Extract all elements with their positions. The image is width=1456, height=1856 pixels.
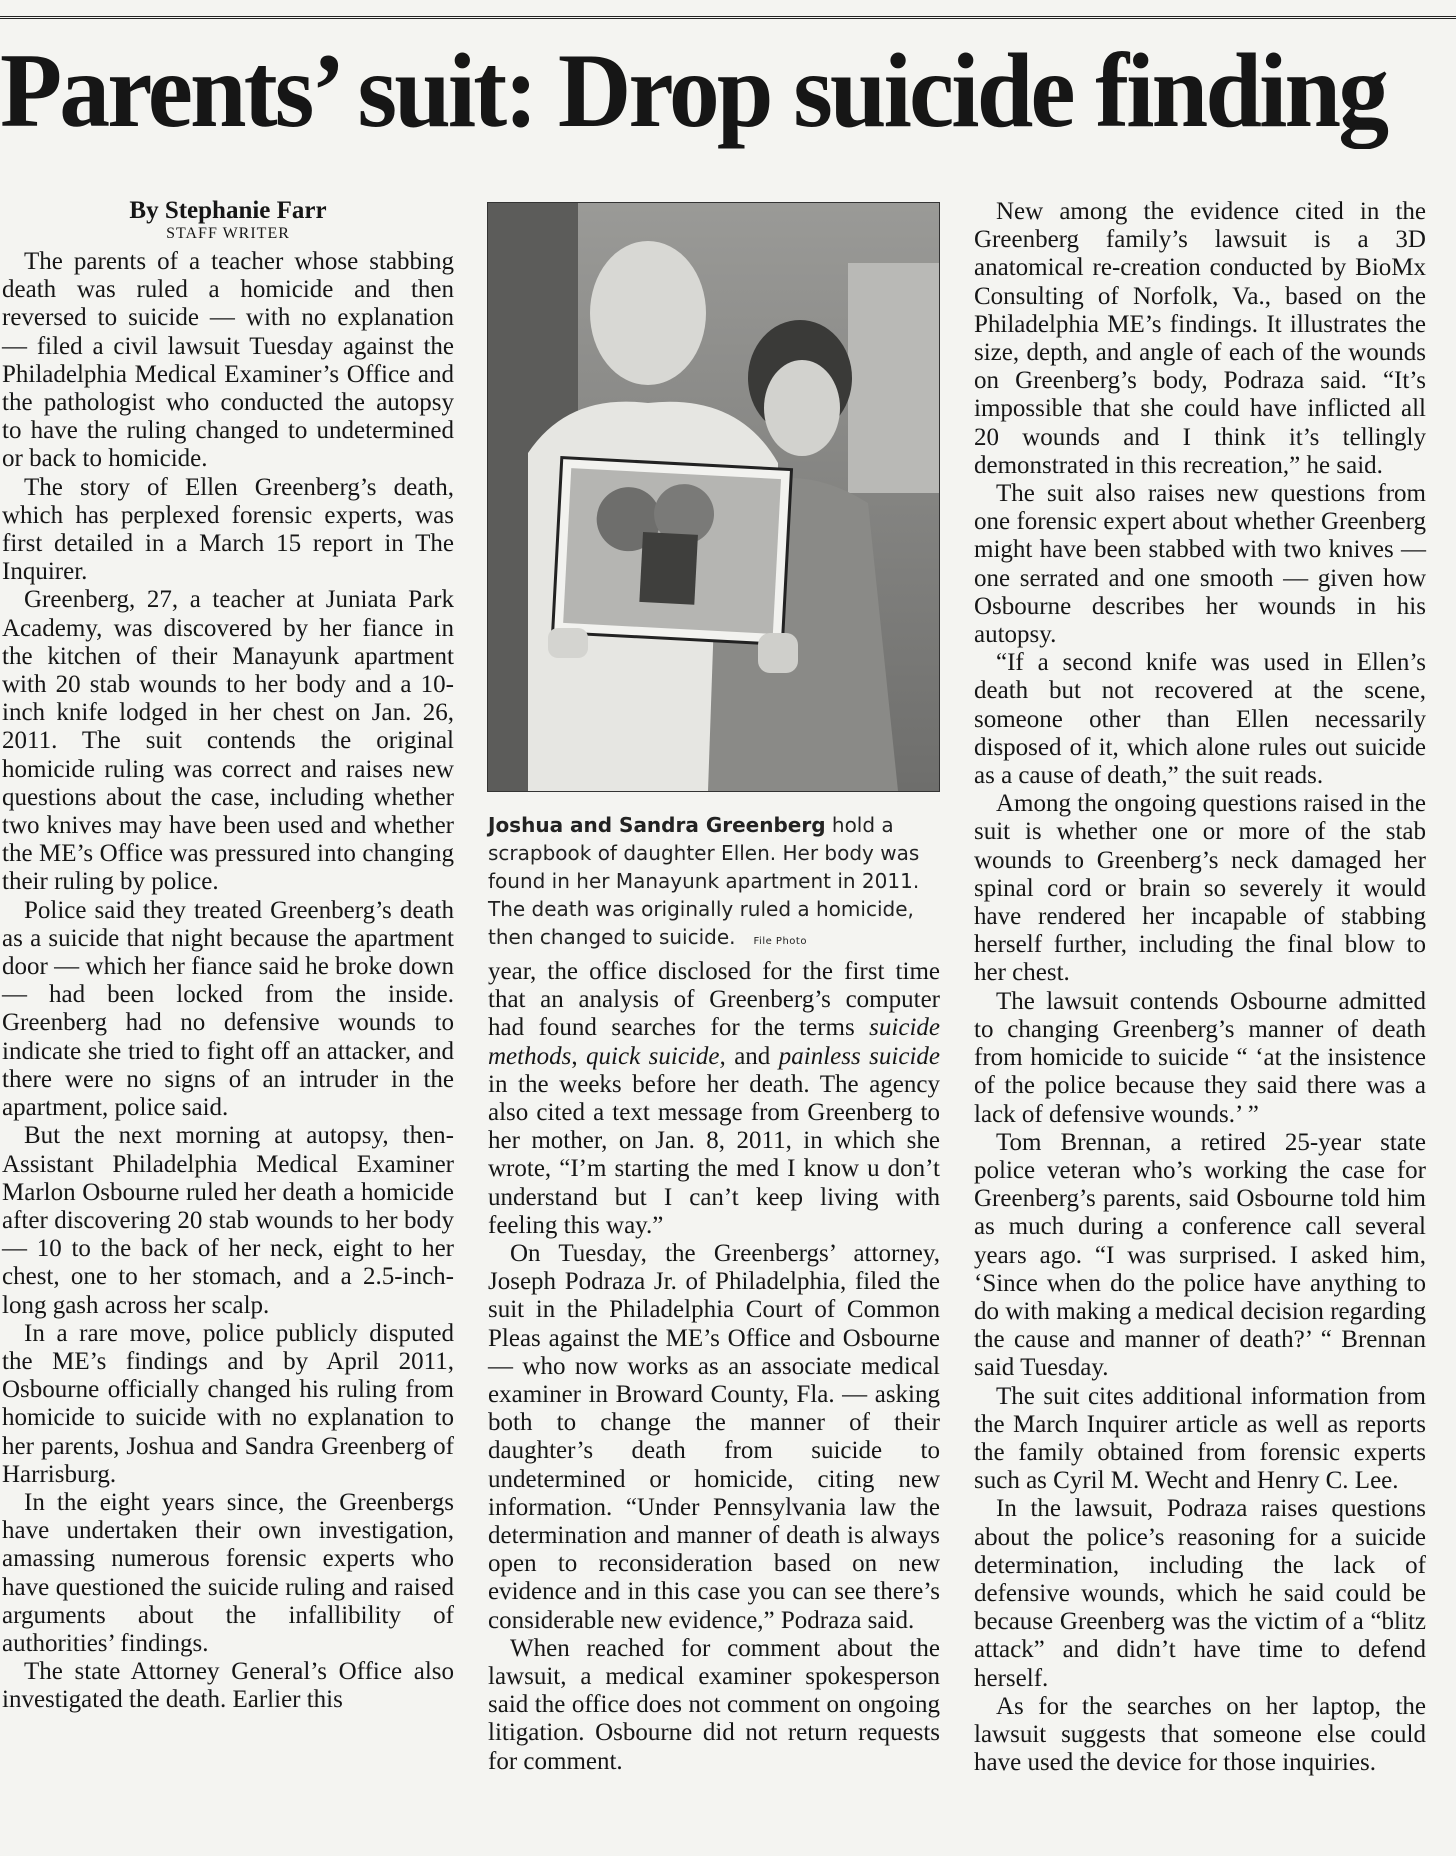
news-photo — [487, 202, 940, 792]
paragraph: Police said they treated Greenberg’s death as a suicide that night because the apartment door — which her fiance said he broke down — had been locked from the inside. Greenberg had no defensive wounds to indicate she tried to fight off an attacker, and there were no signs of an intruder in the apartment, police said. — [2, 896, 454, 1122]
photo-credit: File Photo — [753, 936, 807, 947]
paragraph: The state Attorney General’s Office also investigated the death. Earlier this — [2, 1658, 454, 1714]
paragraph: The parents of a teacher whose stabbing death was ruled a homicide and then reversed to suicide — with no explanation — filed a civil lawsuit Tuesday against the Philadelphia Medical Examiner’s Office and the pathologist who conducted the autopsy to have the ruling changed to undetermined or back to homicide. — [2, 248, 454, 473]
search-term: suicide methods — [488, 1014, 940, 1070]
paragraph: When reached for comment about the lawsuit, a medical examiner spokesperson said the office does not comment on ongoing litigation. Osbourne did not return requests for comment. — [488, 1634, 940, 1775]
paragraph — [488, 958, 940, 1240]
search-term: quick suicide, — [586, 1042, 726, 1070]
paragraph-text: in the weeks before her death. The agency also cited a text message from Greenberg to her mother, on Jan. 8, 2011, in which she wrote, “I’m starting the med I know u don’t understand but I can’t keep living with feeling this way.” — [488, 1070, 940, 1239]
byline — [2, 198, 454, 244]
paragraph: The story of Ellen Greenberg’s death, which has perplexed forensic experts, was first detailed in a March 15 report in The Inquirer. — [2, 473, 454, 586]
scrapbook — [553, 458, 792, 645]
separator: , — [571, 1042, 587, 1070]
paragraph: New among the evidence cited in the Greenberg family’s lawsuit is a 3D anatomical re-creation conducted by BioMx Consulting of Norfolk, Va., based on the Philadelphia ME’s findings. It illustrates the size, depth, and angle of each of the wounds on Greenberg’s body, Podraza said. “It’s impossible that she could have inflicted all 20 wounds and I think it’s tellingly demonstrated in this recreation,” he said. — [974, 198, 1426, 479]
byline-role: STAFF WRITER — [166, 225, 290, 242]
separator: and — [725, 1042, 779, 1070]
paragraph: The suit cites additional information from the March Inquirer article as well as reports the family obtained from forensic experts such as Cyril M. Wecht and Henry C. Lee. — [974, 1382, 1426, 1495]
photo-caption — [488, 811, 940, 956]
byline-name: By Stephanie Farr — [129, 197, 327, 224]
paragraph: On Tuesday, the Greenbergs’ attorney, Joseph Podraza Jr. of Philadelphia, filed the suit in the Philadelphia Court of Common Pleas against the ME’s Office and Osbourne — who now works as an associate medical examiner in Broward County, Fla. — asking both to change the manner of their daughter’s death from suicide to undetermined or homicide, citing new information. “Under Pennsylvania law the determination and manner of death is always open to reconsideration based on new evidence and in this case you can see there’s considerable new evidence,” Podraza said. — [488, 1240, 940, 1634]
photo-illustration — [488, 203, 939, 791]
article-column-3 — [974, 198, 1426, 1777]
man-head — [590, 241, 706, 385]
paragraph: Tom Brennan, a retired 25-year state police veteran who’s working the case for Greenberg’s parents, said Osbourne told him as much during a conference call several years ago. “I was surprised. I asked him, ‘Since when do the police have anything to do with making a medical decision regarding the cause and manner of death?’ “ Brennan said Tuesday. — [974, 1128, 1426, 1382]
paragraph-text: year, the office disclosed for the first time that an analysis of Greenberg’s computer had found searches for the terms — [488, 958, 940, 1042]
woman-face — [764, 360, 840, 456]
paragraph: The suit also raises new questions from one forensic expert about whether Greenberg might have been stabbed with two knives — one serrated and one smooth — given how Osbourne describes her wounds in his autopsy. — [974, 480, 1426, 649]
headline: Parents’ suit: Drop suicide finding — [0, 32, 1387, 149]
paragraph: As for the searches on her laptop, the lawsuit suggests that someone else could have used the device for those inquiries. — [974, 1692, 1426, 1777]
top-rule — [0, 16, 1456, 19]
search-term: painless suicide — [778, 1042, 940, 1070]
paragraph: “If a second knife was used in Ellen’s death but not recovered at the scene, someone other than Ellen necessarily disposed of it, which alone rules out suicide as a cause of death,” the suit reads. — [974, 649, 1426, 790]
article-column-1 — [2, 196, 454, 1715]
caption-names: Joshua and Sandra Greenberg — [488, 813, 826, 837]
paragraph: Among the ongoing questions raised in the suit is whether one or more of the stab wounds to Greenberg’s neck damaged her spinal cord or brain so severely it would have rendered her incapable of stabbing herself further, including the final blow to her chest. — [974, 790, 1426, 987]
paragraph: In the eight years since, the Greenbergs have undertaken their own investigation, amassing numerous forensic experts who have questioned the suicide ruling and raised arguments about the infallibility of authorities’ findings. — [2, 1488, 454, 1657]
paragraph: In the lawsuit, Podraza raises questions about the police’s reasoning for a suicide determination, including the lack of defensive wounds, which he said could be because Greenberg was the victim of a “blitz attack” and didn’t have time to defend herself. — [974, 1495, 1426, 1692]
article-column-2 — [488, 958, 940, 1776]
paragraph: But the next morning at autopsy, then-Assistant Philadelphia Medical Examiner Marlon Osbourne ruled her death a homicide after discovering 20 stab wounds to her body — 10 to the back of her neck, eight to her chest, one to her stomach, and a 2.5-inch-long gash across her scalp. — [2, 1122, 454, 1319]
paragraph: The lawsuit contends Osbourne admitted to changing Greenberg’s manner of death from homicide to suicide “ ‘at the insistence of the police because they said there was a lack of defensive wounds.’ ” — [974, 987, 1426, 1128]
caption-text: hold a scrapbook of daughter Ellen. Her body was found in her Manayunk apartment in 2011. The death was originally ruled a homicide, then changed to suicide. — [488, 813, 920, 949]
paragraph: In a rare move, police publicly disputed the ME’s findings and by April 2011, Osbourne officially changed his ruling from homicide to suicide with no explanation to her parents, Joshua and Sandra Greenberg of Harrisburg. — [2, 1319, 454, 1488]
paragraph: Greenberg, 27, a teacher at Juniata Park Academy, was discovered by her fiance in the kitchen of their Manayunk apartment with 20 stab wounds to her body and a 10-inch knife lodged in her chest on Jan. 26, 2011. The suit contends the original homicide ruling was correct and raises new questions about the case, including whether two knives may have been used and whether the ME’s Office was pressured into changing their ruling by police. — [2, 586, 454, 896]
